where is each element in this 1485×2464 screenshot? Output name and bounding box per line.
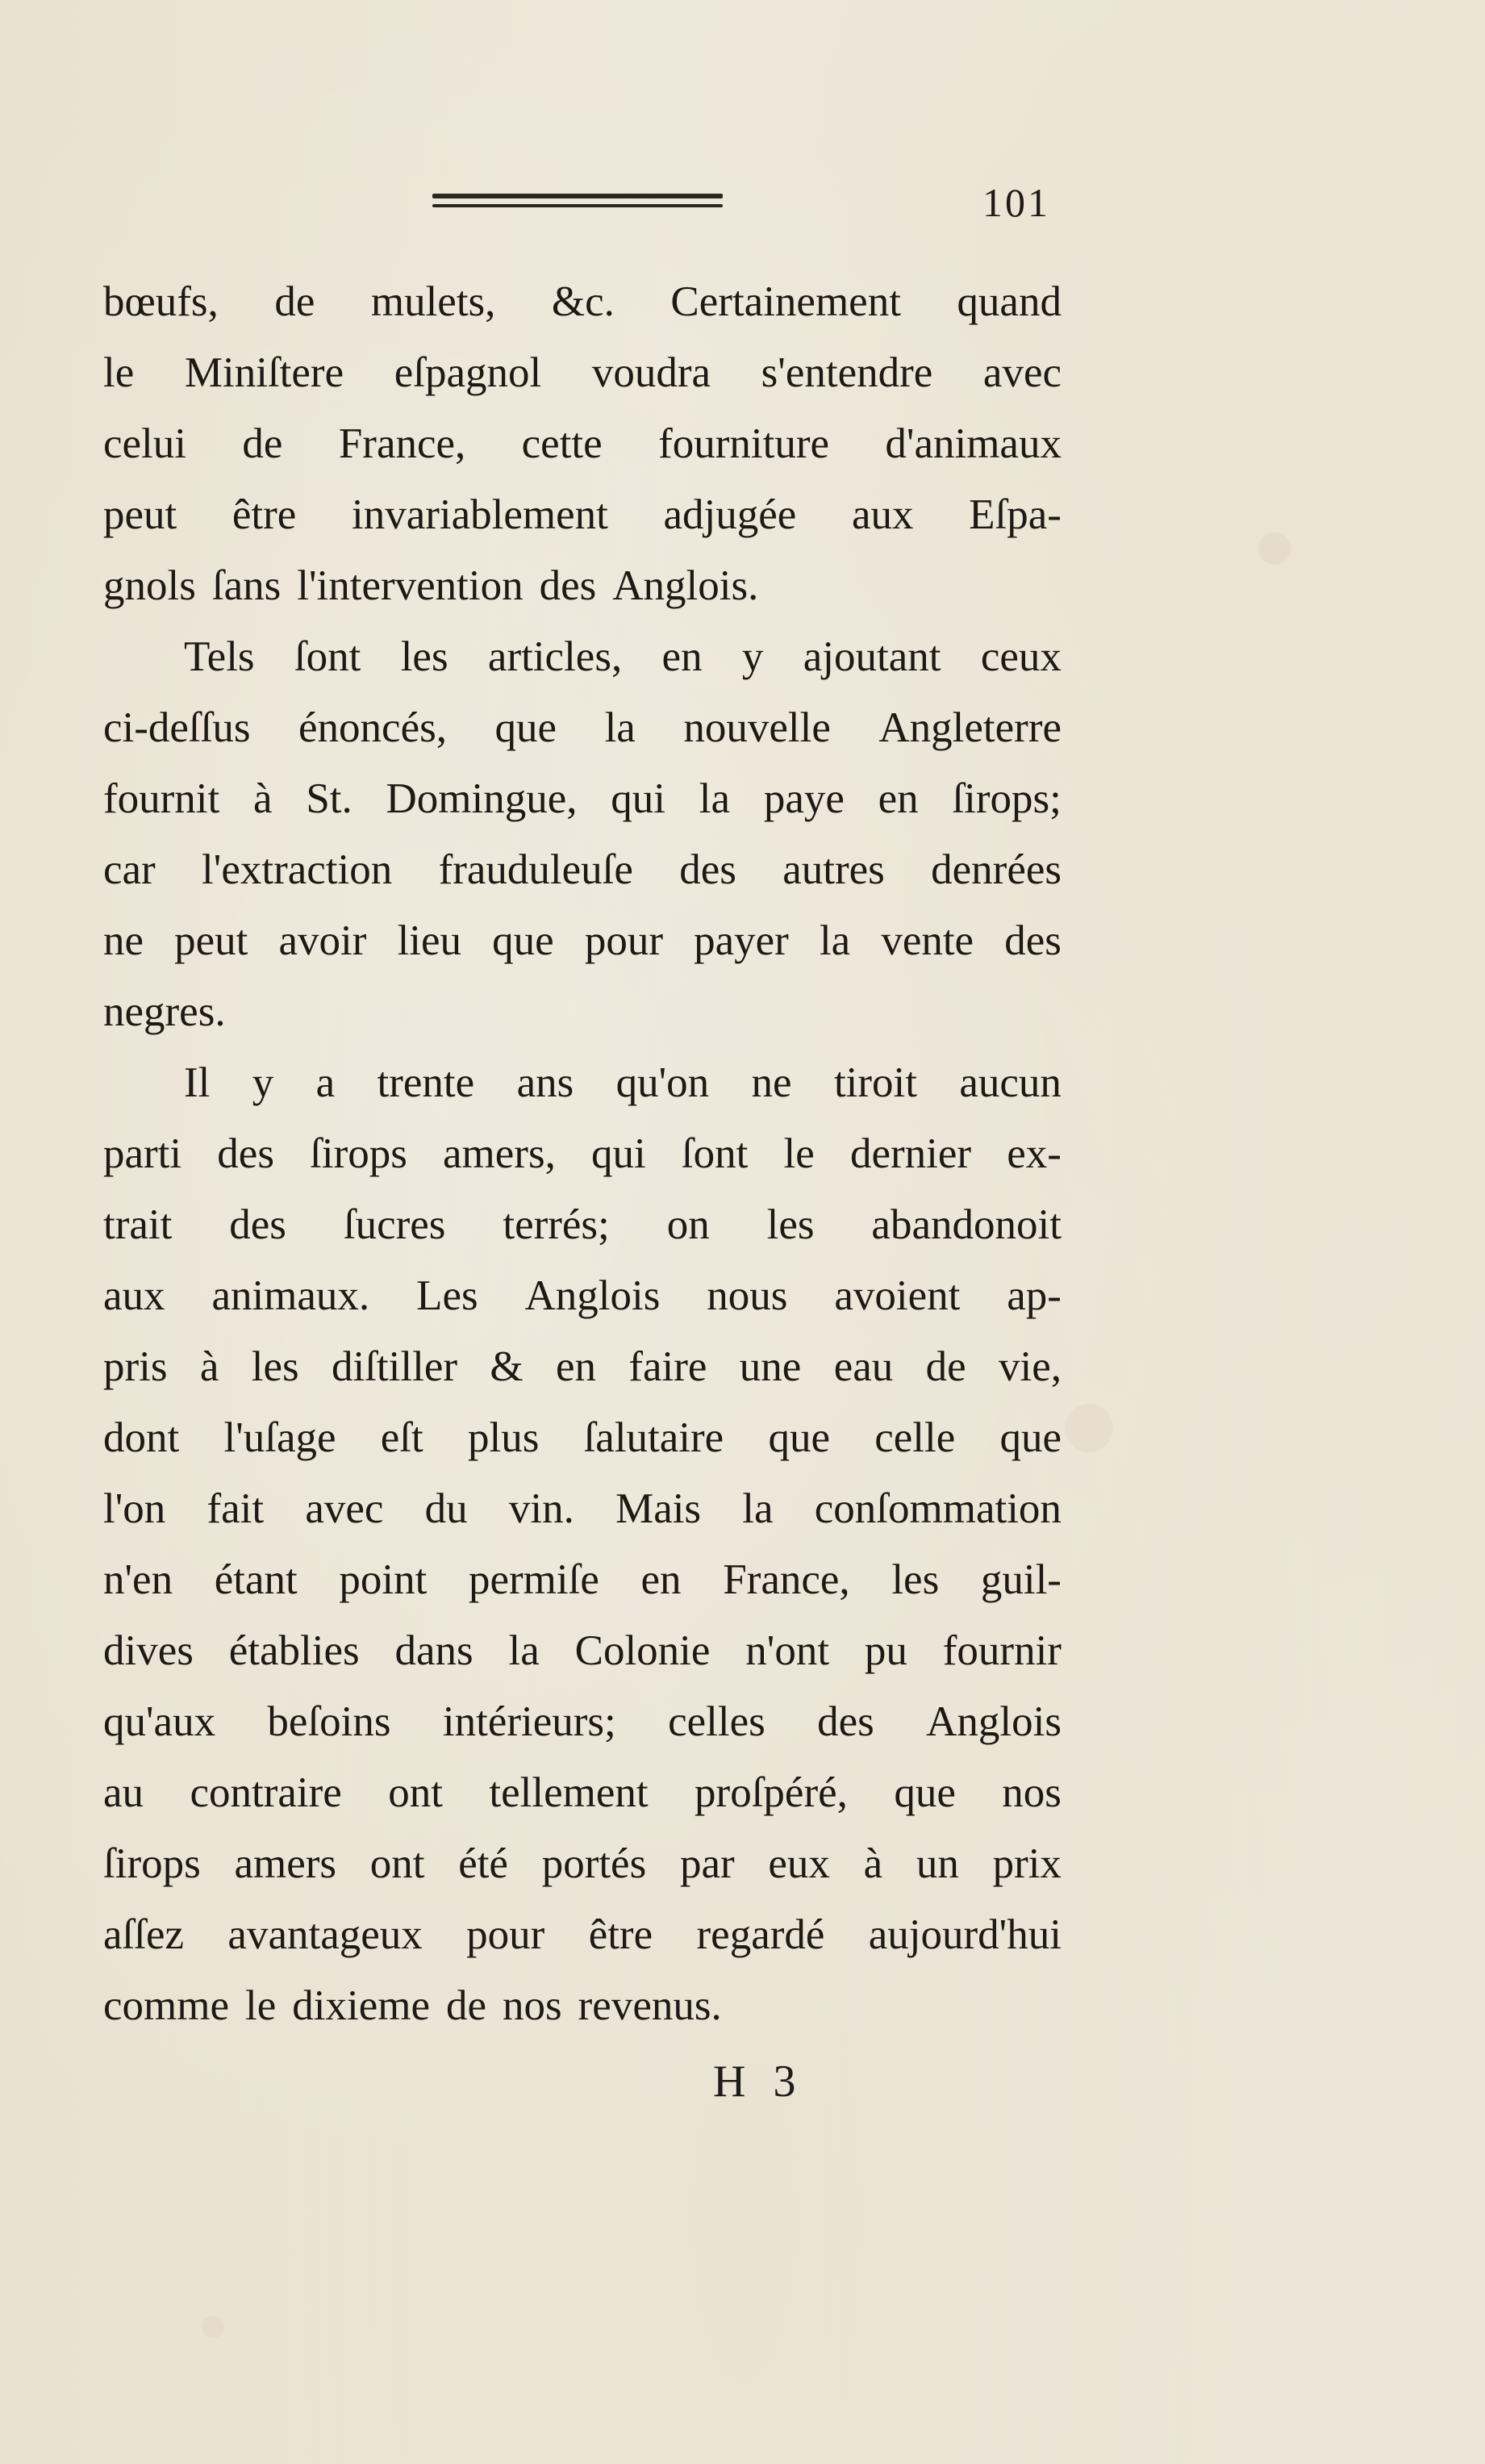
word: tellement [489,1769,649,1816]
word: celle [874,1414,956,1461]
word: Eſpa- [969,491,1062,538]
word: ſirops [103,1840,201,1887]
word: des [1004,917,1062,964]
word: terrés; [503,1201,610,1248]
word: en [878,775,919,822]
word: & [490,1343,524,1390]
word: aujourd'hui [868,1911,1062,1958]
word: amers, [443,1130,556,1177]
word: vin. [508,1485,574,1532]
word: Miniſtere [184,349,344,396]
word: faire [628,1343,707,1390]
word: intérieurs; [442,1698,616,1745]
word: énoncés, [298,704,447,751]
word: des [539,562,597,609]
word: nous [707,1272,788,1319]
word: prix [992,1840,1062,1887]
word: ſucres [343,1201,446,1248]
word: la [508,1627,540,1674]
word: de [925,1343,966,1390]
word: &c. [551,278,615,325]
word: ont [388,1769,443,1816]
word: ont [369,1840,425,1887]
word: établies [228,1627,360,1674]
word: Domingue, [386,775,578,822]
word: portés [541,1840,647,1887]
word: que [768,1414,830,1461]
word: les [251,1343,299,1390]
word: proſpéré, [695,1769,848,1816]
word: des [817,1698,874,1745]
word: les [400,633,448,680]
text-line [103,1473,1062,1544]
text-line [103,1686,1062,1757]
word: un [916,1840,959,1887]
word: Anglois [926,1698,1062,1745]
word: en [640,1556,682,1603]
word: car [103,846,156,893]
paragraphs [103,266,1062,2041]
word: des [679,846,736,893]
word: nos [503,1982,562,2029]
word: articles, [487,633,623,680]
word: France, [338,420,466,467]
word: negres. [103,988,226,1035]
word: Les [416,1272,478,1319]
word: l'uſage [223,1414,336,1461]
word: invariablement [352,491,608,538]
word: ſont [294,633,361,680]
text-line [103,905,1062,976]
text-line [103,1331,1062,1402]
text-line [103,1189,1062,1260]
word: de [274,278,315,325]
word: Mais [615,1485,702,1532]
word: la [819,917,851,964]
word: trait [103,1201,173,1248]
word: dans [394,1627,473,1674]
word: Anglois. [612,562,759,609]
word: plus [467,1414,540,1461]
word: gnols [103,562,196,609]
word: fourniture [658,420,830,467]
word: ne [751,1059,792,1106]
word: pris [103,1343,168,1390]
word: amers [234,1840,337,1887]
word: adjugée [663,491,797,538]
text-line [103,1899,1062,1970]
text-line [103,408,1062,479]
word: y [252,1059,274,1106]
text-line [103,692,1062,763]
word: ap- [1007,1272,1062,1319]
word: ci-deſſus [103,704,251,751]
paper-stain [1065,1404,1113,1452]
word: point [339,1556,428,1603]
word: vie, [999,1343,1062,1390]
word: abandonoit [871,1201,1062,1248]
word: denrées [931,846,1062,893]
word: peut [174,917,248,964]
word: y [741,633,764,680]
word: voudra [591,349,711,396]
word: aucun [959,1059,1062,1106]
word: eau [833,1343,894,1390]
text-line [103,479,1062,550]
word: ajoutant [803,633,941,680]
text-line [103,1402,1062,1473]
text-line [103,1828,1062,1899]
word: quand [957,278,1062,325]
text-line [103,976,1062,1047]
word: dont [103,1414,180,1461]
word: qui [591,1130,646,1177]
word: ne [103,917,144,964]
text-line [103,1757,1062,1828]
word: paye [763,775,845,822]
text-line [103,1047,1062,1118]
word: de [242,420,283,467]
text-line [103,1260,1062,1331]
word: d'animaux [885,420,1062,467]
word: le [245,1982,277,2029]
text-line [103,550,1062,621]
header-double-rule [432,192,723,211]
word: ſirops [310,1130,407,1177]
word: on [666,1201,710,1248]
word: a [315,1059,336,1106]
word: avoir [278,917,367,964]
word: s'entendre [761,349,933,396]
text-line [103,621,1062,692]
word: pour [466,1911,545,1958]
word: avoient [834,1272,961,1319]
header-rule-top [432,194,723,198]
word: tiroit [833,1059,917,1106]
word: n'en [103,1556,173,1603]
word: le [103,349,135,396]
word: que [492,917,554,964]
text-line [103,763,1062,834]
word: permiſe [469,1556,599,1603]
word: des [217,1130,274,1177]
word: été [458,1840,508,1887]
word: fournir [942,1627,1062,1674]
word: revenus. [578,1982,722,2029]
header-rule-bottom [432,204,723,207]
word: à [199,1343,219,1390]
paper-stain [202,2316,224,2338]
page-number: 101 [982,180,1050,225]
word: l'intervention [297,562,524,609]
word: beſoins [267,1698,391,1745]
word: étant [214,1556,298,1603]
word: trente [377,1059,475,1106]
word: pu [864,1627,907,1674]
word: la [742,1485,774,1532]
word: être [588,1911,653,1958]
word: Angleterre [878,704,1062,751]
word: fournit [103,775,220,822]
word: une [739,1343,802,1390]
word: celles [668,1698,765,1745]
word: guil- [980,1556,1062,1603]
word: que [894,1769,956,1816]
word: Anglois [524,1272,661,1319]
word: des [229,1201,286,1248]
word: France, [723,1556,850,1603]
word: au [103,1769,144,1816]
word: ceux [980,633,1062,680]
word: mulets, [370,278,496,325]
word: Il [184,1059,211,1106]
word: être [232,491,297,538]
word: payer [694,917,789,964]
word: cette [521,420,603,467]
word: à [253,775,273,822]
word: qui [611,775,666,822]
word: fait [206,1485,265,1532]
word: aux [851,491,914,538]
word: par [679,1840,735,1887]
word: vente [881,917,974,964]
word: St. [306,775,352,822]
word: regardé [696,1911,825,1958]
word: en [555,1343,596,1390]
word: que [999,1414,1062,1461]
word: avec [982,349,1062,396]
word: du [424,1485,468,1532]
word: les [766,1201,815,1248]
signature-mark: H 3 [713,2057,804,2107]
word: la [604,704,636,751]
word: eſpagnol [394,349,542,396]
word: qu'aux [103,1698,216,1745]
word: dernier [849,1130,972,1177]
word: n'ont [745,1627,830,1674]
word: eſt [380,1414,423,1461]
word: les [891,1556,940,1603]
word: l'on [103,1485,166,1532]
word: Certainement [670,278,901,325]
word: conſommation [814,1485,1062,1532]
word: Colonie [574,1627,711,1674]
word: avantageux [227,1911,423,1958]
text-line [103,266,1062,337]
word: l'extraction [202,846,393,893]
word: dixieme [292,1982,430,2029]
body-text [103,266,1062,2041]
text-line [103,1544,1062,1615]
word: ſans [211,562,282,609]
word: Tels [184,633,255,680]
text-line [103,834,1062,905]
word: aſſez [103,1911,185,1958]
word: avec [305,1485,384,1532]
word: à [863,1840,883,1887]
word: dives [103,1627,194,1674]
word: frauduleuſe [438,846,633,893]
text-line [103,1615,1062,1686]
word: la [699,775,731,822]
word: eux [768,1840,830,1887]
word: pour [584,917,663,964]
word: comme [103,1982,229,2029]
word: ans [516,1059,574,1106]
word: parti [103,1130,182,1177]
word: lieu [397,917,462,964]
text-line [103,1970,1062,2041]
word: en [661,633,703,680]
word: nos [1002,1769,1062,1816]
word: contraire [190,1769,342,1816]
word: ſont [681,1130,749,1177]
text-line [103,337,1062,408]
word: qu'on [615,1059,710,1106]
word: ſirops; [952,775,1062,822]
word: de [445,1982,487,2029]
word: peut [103,491,177,538]
word: autres [782,846,885,893]
word: bœufs, [103,278,219,325]
word: animaux. [211,1272,370,1319]
word: le [783,1130,815,1177]
text-line [103,1118,1062,1189]
word: aux [103,1272,165,1319]
word: celui [103,420,186,467]
word: que [494,704,557,751]
word: diſtiller [331,1343,458,1390]
word: nouvelle [683,704,831,751]
word: ex- [1007,1130,1062,1177]
word: ſalutaire [583,1414,724,1461]
paper-stain [1258,532,1291,565]
